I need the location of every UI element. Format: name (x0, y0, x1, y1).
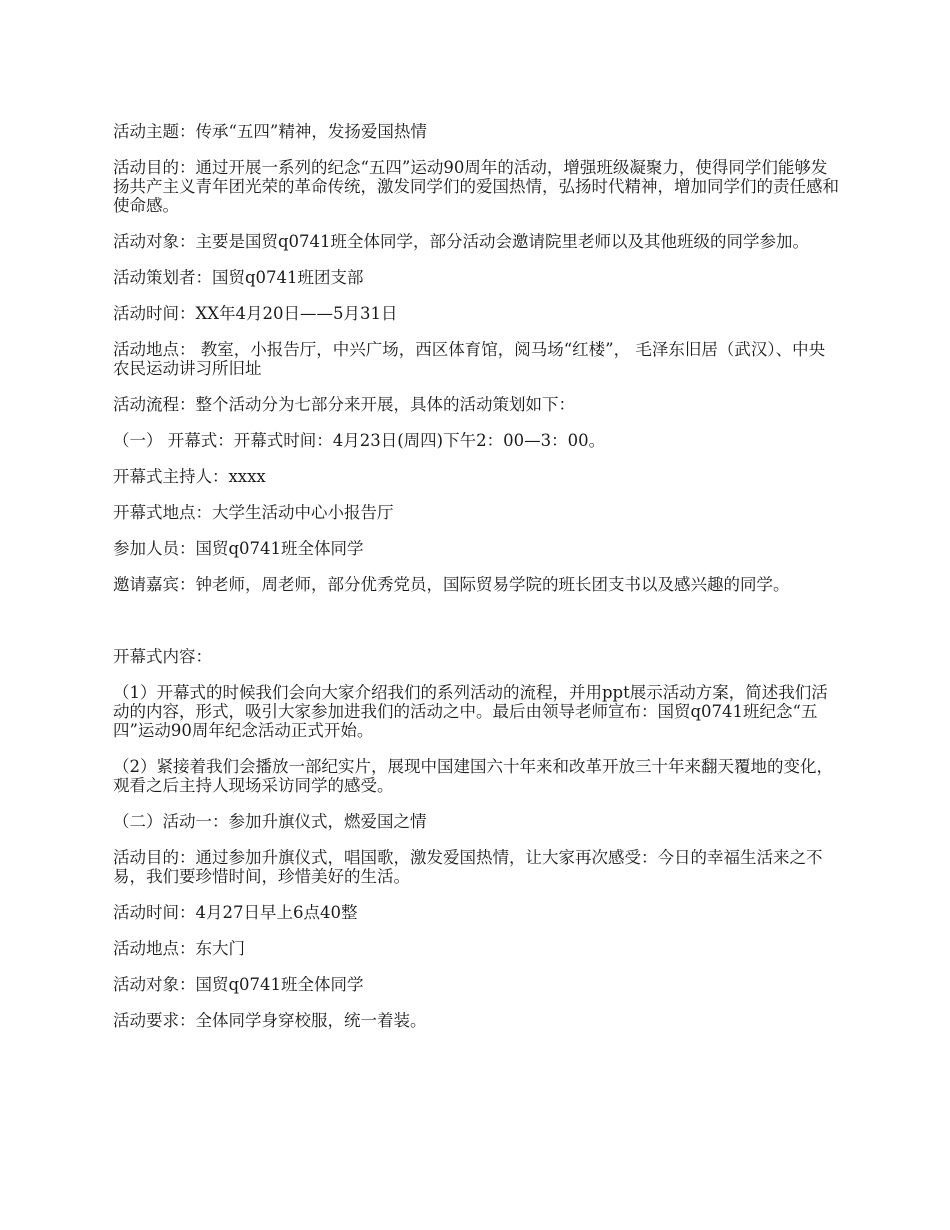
paragraph-opening-item-2: （2）紧接着我们会播放一部纪实片，展现中国建国六十年来和改革开放三十年来翻天覆地的变化，观看之后主持人现场采访同学的感受。 (113, 757, 833, 795)
paragraph-activity-one: （二）活动一：参加升旗仪式，燃爱国之情 (113, 812, 427, 831)
paragraph-opening-content: 开幕式内容： (113, 647, 212, 666)
paragraph-activity-one-purpose: 活动目的：通过参加升旗仪式，唱国歌，激发爱国热情，让大家再次感受：今日的幸福生活来之不易，我们要珍惜时间，珍惜美好的生活。 (113, 848, 823, 886)
paragraph-location: 活动地点： 教室，小报告厅，中兴广场，西区体育馆，阅马场“红楼”， 毛泽东旧居（武汉）、中央农民运动讲习所旧址 (113, 340, 826, 378)
paragraph-theme: 活动主题：传承“五四”精神，发扬爱国热情 (113, 122, 427, 141)
document-body (113, 122, 841, 1047)
paragraph-activity-one-requirement: 活动要求：全体同学身穿校服，统一着装。 (113, 1011, 427, 1030)
paragraph-time: 活动时间：XX年4月20日——5月31日 (113, 304, 398, 323)
paragraph-guests: 邀请嘉宾：钟老师，周老师，部分优秀党员，国际贸易学院的班长团支书以及感兴趣的同学。 (113, 575, 790, 594)
paragraph-opening: （一） 开幕式：开幕式时间：4月23日(周四)下午2：00—3：00。 (113, 431, 606, 450)
paragraph-participants: 参加人员：国贸q0741班全体同学 (113, 539, 364, 558)
paragraph-activity-one-time: 活动时间：4月27日早上6点40整 (113, 903, 358, 922)
paragraph-activity-one-location: 活动地点：东大门 (113, 939, 245, 958)
paragraph-purpose: 活动目的：通过开展一系列的纪念“五四”运动90周年的活动，增强班级凝聚力，使得同学们能够发扬共产主义青年团光荣的革命传统，激发同学们的爱国热情，弘扬时代精神，增加同学们的责任感和使命感。 (113, 158, 839, 215)
paragraph-audience: 活动对象：主要是国贸q0741班全体同学，部分活动会邀请院里老师以及其他班级的同学参加。 (113, 232, 810, 251)
paragraph-planner: 活动策划者：国贸q0741班团支部 (113, 268, 364, 287)
paragraph-opening-item-1: （1）开幕式的时候我们会向大家介绍我们的系列活动的流程，并用ppt展示活动方案，简述我们活动的内容，形式，吸引大家参加进我们的活动之中。最后由领导老师宣布：国贸q0741班纪念“五四”运动90周年纪念活动正式开始。 (113, 683, 828, 740)
paragraph-host: 开幕式主持人：xxxx (113, 467, 266, 486)
paragraph-opening-location: 开幕式地点：大学生活动中心小报告厅 (113, 503, 394, 522)
paragraph-activity-one-audience: 活动对象：国贸q0741班全体同学 (113, 975, 364, 994)
paragraph-process: 活动流程：整个活动分为七部分来开展，具体的活动策划如下： (113, 395, 575, 414)
section-gap (113, 611, 841, 647)
